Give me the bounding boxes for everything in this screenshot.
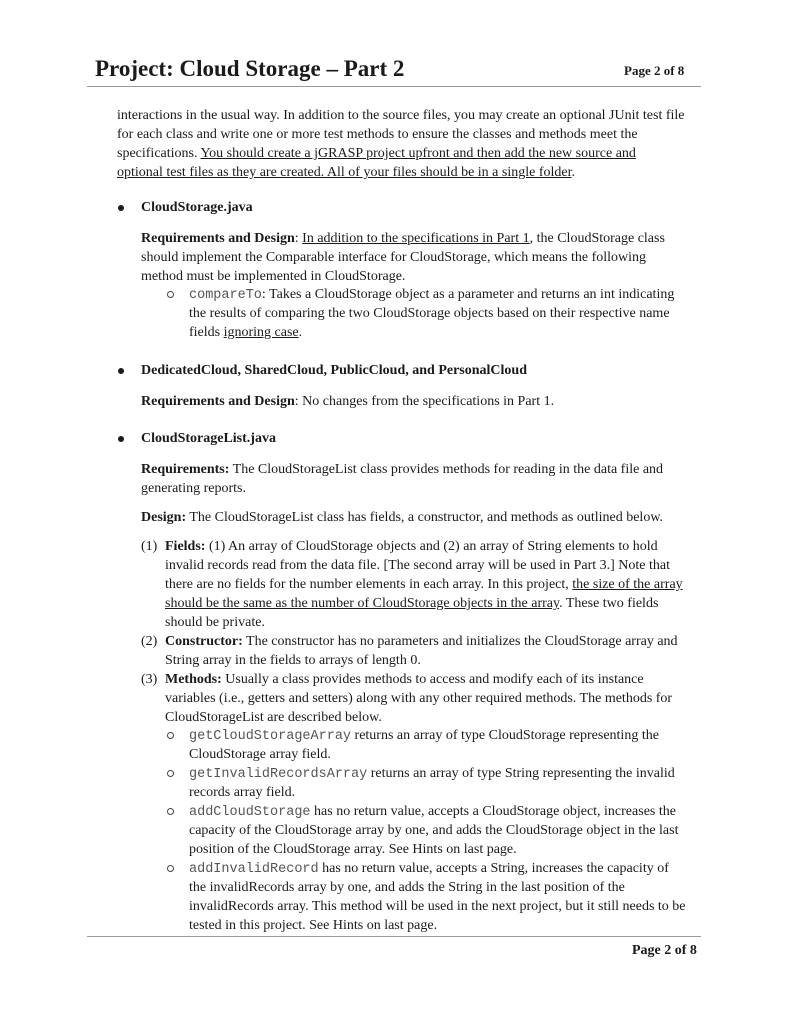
fields-line-4b: . These two fields — [559, 596, 659, 611]
header-page-number: Page 2 of 8 — [624, 63, 685, 78]
addinvalidrecord-line-3: invalidRecords array. This method will be used in the next project, but it still needs to be — [189, 899, 686, 914]
fields-line-4-underlined: should be the same as the number of CloudStorage objects in the array — [165, 596, 560, 611]
getcloudstoragearray-line-2: CloudStorage array field. — [189, 747, 331, 762]
sub-bullet-icon — [167, 865, 174, 872]
req-colon: : — [294, 231, 303, 246]
fields-line-1 — [165, 537, 658, 556]
req-rest: , the CloudStorage class — [529, 231, 665, 246]
item-3-number: (3) — [141, 672, 158, 687]
methods-label: Methods: — [165, 672, 222, 687]
title-part: – Part 2 — [326, 56, 405, 81]
getinvalidrecordsarray-name: getInvalidRecordsArray — [189, 767, 368, 782]
addinvalidrecord-name: addInvalidRecord — [189, 862, 319, 877]
intro-line-3a: specifications. — [117, 146, 201, 161]
req-design-label-2: Requirements and Design — [141, 394, 295, 409]
bullet-icon — [118, 205, 124, 211]
req-design-text-2: : No changes from the specifications in Part 1. — [294, 394, 555, 409]
intro-line-2: for each class and write one or more test methods to ensure the classes and methods meet the — [117, 127, 638, 142]
section3-req-line-2: generating reports. — [141, 481, 246, 496]
footer-rule — [87, 936, 701, 937]
constructor-line-1 — [165, 632, 678, 651]
getcloudstoragearray-name: getCloudStorageArray — [189, 729, 352, 744]
addcloudstorage-line-1 — [189, 802, 676, 822]
ignoring-case: ignoring case — [223, 325, 299, 340]
intro-line-4-underlined: optional test files as they are created. All of your files should be in a single folder — [117, 165, 572, 180]
section-subclasses-title: DedicatedCloud, SharedCloud, PublicCloud, and PersonalCloud — [141, 363, 527, 378]
intro-line-3-underlined: You should create a jGRASP project upfront and then add the new source and — [200, 146, 636, 161]
fields-label: Fields: — [165, 539, 206, 554]
getinvalidrecordsarray-line-2: records array field. — [189, 785, 296, 800]
addcloudstorage-desc: has no return value, accepts a CloudStorage object, increases the — [310, 804, 676, 819]
title-main: Project: Cloud Storage — [95, 56, 321, 81]
constructor-line-2: String array in the fields to arrays of length 0. — [165, 653, 421, 668]
compareto-line-2: the results of comparing the two CloudStorage objects based on their respective name — [189, 306, 670, 321]
footer-page-number: Page 2 of 8 — [632, 943, 697, 958]
intro-line-3 — [117, 144, 636, 163]
intro-line-4 — [117, 163, 575, 182]
section-cloudstorage-req-line-3: method must be implemented in CloudStorage. — [141, 269, 406, 284]
compareto-line-3c: . — [298, 325, 303, 340]
getinvalidrecordsarray-desc: returns an array of type String representing the invalid — [367, 766, 675, 781]
design-label: Design: — [141, 510, 187, 525]
compareto-line-3 — [189, 323, 302, 342]
fields-line-3a: there are no fields for the number elements in each array. In this project, — [165, 577, 573, 592]
item-2-number: (2) — [141, 634, 158, 649]
constructor-line-1-text: The constructor has no parameters and initializes the CloudStorage array and — [242, 634, 678, 649]
sub-bullet-icon — [167, 770, 174, 777]
section-cloudstorage-title: CloudStorage.java — [141, 200, 253, 215]
requirements-text: The CloudStorageList class provides methods for reading in the data file and — [229, 462, 664, 477]
methods-line-2: variables (i.e., getters and setters) along with any other required methods. The methods for — [165, 691, 673, 706]
fields-line-3-underlined: the size of the array — [572, 577, 683, 592]
requirements-label: Requirements: — [141, 462, 230, 477]
getcloudstoragearray-line-1 — [189, 726, 659, 746]
methods-line-3: CloudStorageList are described below. — [165, 710, 382, 725]
intro-line-1: interactions in the usual way. In addition to the source files, you may create an optional JUnit test file — [117, 108, 685, 123]
section-cloudstorage-req-line-1 — [141, 229, 665, 248]
fields-line-5: should be private. — [165, 615, 265, 630]
methods-line-1 — [165, 670, 644, 689]
addcloudstorage-line-3: position of the CloudStorage array. See Hints on last page. — [189, 842, 517, 857]
fields-line-2: invalid records read from the data file. [The second array will be used in Part 3.] Note that — [165, 558, 670, 573]
addinvalidrecord-desc: has no return value, accepts a String, increases the capacity of — [318, 861, 669, 876]
addinvalidrecord-line-2: the invalidRecords array by one, and adds the String in the last position of the — [189, 880, 625, 895]
getcloudstoragearray-desc: returns an array of type CloudStorage representing the — [351, 728, 659, 743]
compareto-desc-1: : Takes a CloudStorage object as a parameter and returns an int indicating — [261, 287, 675, 302]
bullet-icon — [118, 368, 124, 374]
fields-line-3 — [165, 575, 683, 594]
compareto-method-name: compareTo — [189, 288, 262, 303]
getinvalidrecordsarray-line-1 — [189, 764, 675, 784]
compareto-line-1 — [189, 285, 674, 305]
intro-line-4-end: . — [571, 165, 575, 180]
constructor-label: Constructor: — [165, 634, 243, 649]
section-cloudstorage-req-line-2: should implement the Comparable interface for CloudStorage, which means the following — [141, 250, 647, 265]
fields-line-4 — [165, 594, 658, 613]
req-design-label: Requirements and Design — [141, 231, 295, 246]
sub-bullet-icon — [167, 808, 174, 815]
header-rule — [87, 86, 701, 87]
section3-design — [141, 508, 663, 527]
compareto-line-3a: fields — [189, 325, 224, 340]
sub-bullet-icon — [167, 291, 174, 298]
fields-line-1-text: (1) An array of CloudStorage objects and (2) an array of String elements to hold — [205, 539, 658, 554]
bullet-icon — [118, 436, 124, 442]
addcloudstorage-name: addCloudStorage — [189, 805, 311, 820]
methods-line-1-text: Usually a class provides methods to access and modify each of its instance — [221, 672, 644, 687]
item-1-number: (1) — [141, 539, 158, 554]
section-subclasses-req — [141, 392, 554, 411]
design-text: The CloudStorageList class has fields, a constructor, and methods as outlined below. — [186, 510, 664, 525]
addinvalidrecord-line-1 — [189, 859, 669, 879]
sub-bullet-icon — [167, 732, 174, 739]
addinvalidrecord-line-4: tested in this project. See Hints on last page. — [189, 918, 438, 933]
section3-req-line-1 — [141, 460, 663, 479]
addcloudstorage-line-2: capacity of the CloudStorage array by one, and adds the CloudStorage object in the last — [189, 823, 679, 838]
page-title — [95, 55, 404, 83]
req-link: In addition to the specifications in Part 1 — [302, 231, 530, 246]
section-cloudstoragelist-title: CloudStorageList.java — [141, 431, 276, 446]
